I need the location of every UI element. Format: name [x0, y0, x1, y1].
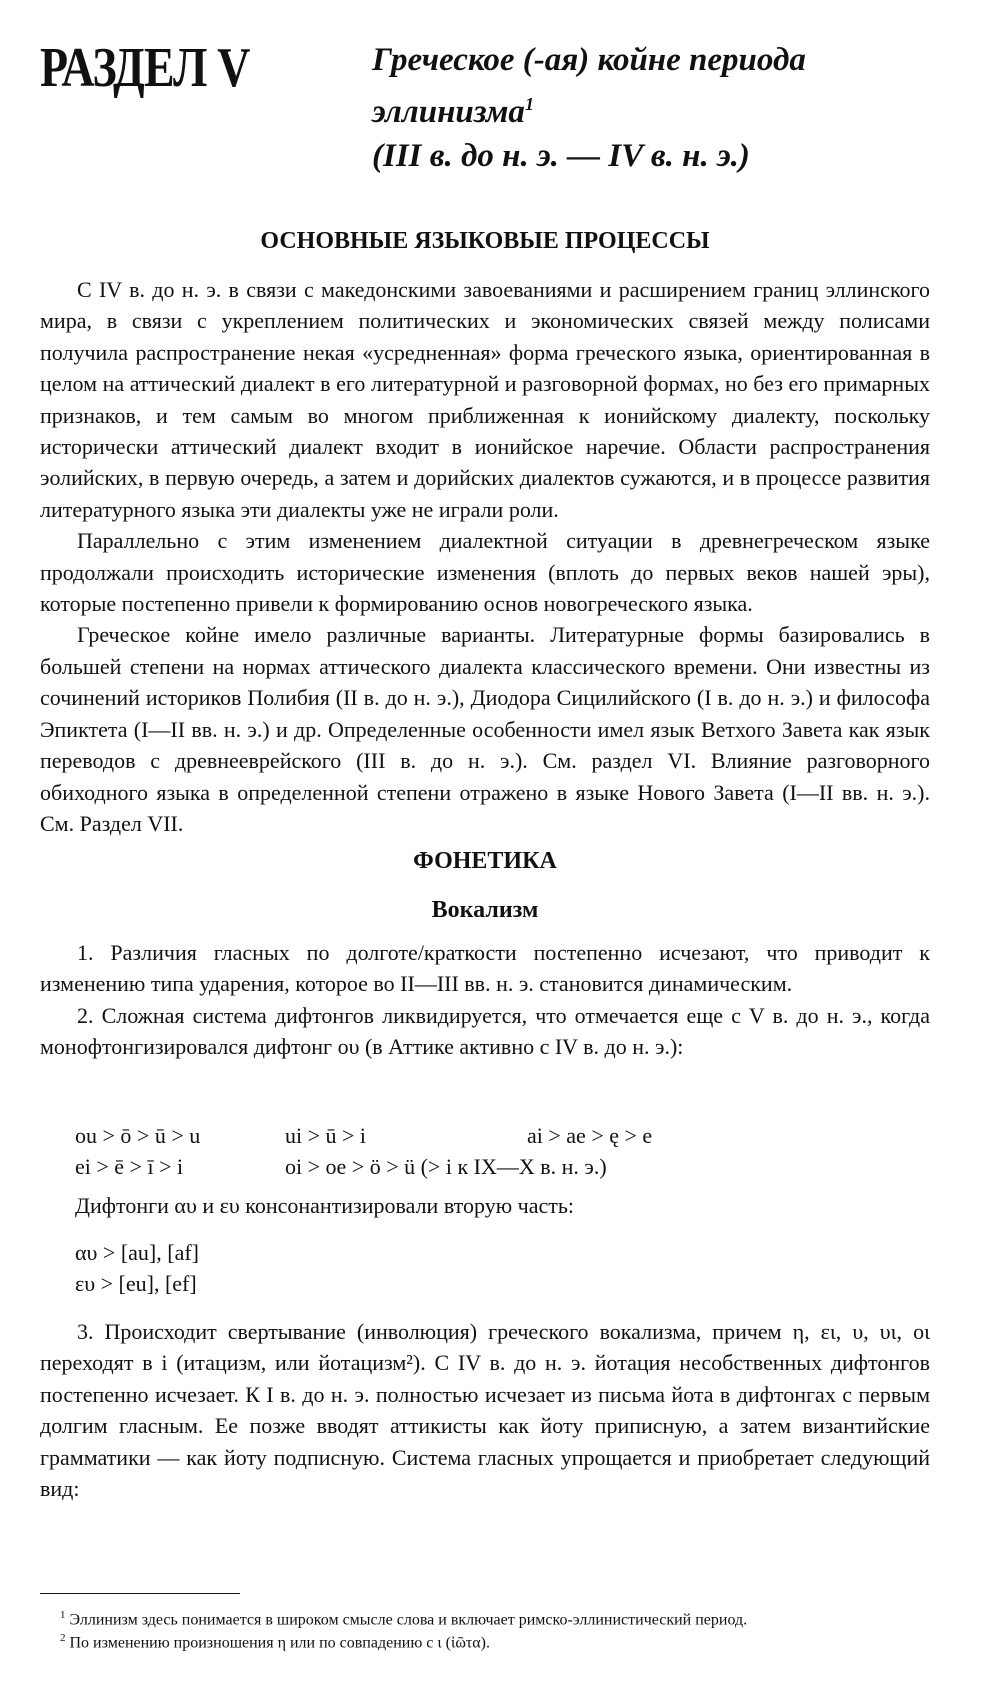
table-cell: ei > ē > ī > i [75, 1154, 184, 1179]
footnote-divider [40, 1593, 240, 1594]
intro-text [40, 274, 930, 839]
table-cell: ai > ae > ę > e [527, 1123, 653, 1148]
table-cell: ui > ū > i [285, 1123, 367, 1148]
diphthong-row: ευ > [eu], [ef] [75, 1271, 197, 1296]
point-3 [40, 1316, 930, 1504]
paragraph: С IV в. до н. э. в связи с македонскими завоеваниями и расширением границ эллинского мира, в связи с укреплением политических и экономических связей между полисами получила распространение некая «усредненная» форма греческого языка, ориентированная в целом на аттический диалект в его литературной и разговорной формах, но без его примарных признаков, и тем самым во многом приближенная к ионийскому диалекту, поскольку исторически аттический диалект входит в ионийское наречие. Области распространения эолийских, в первую очередь, а затем и дорийских диалектов сужаются, и в процессе развития литературного языка эти диалекты уже не играли роли. [40, 277, 930, 522]
paragraph: Параллельно с этим изменением диалектной ситуации в древнегреческом языке продолжали происходить исторические изменения (вплоть до первых веков нашей эры), которые постепенно привели к формированию основ новогреческого языка. [40, 528, 930, 617]
section-label: РАЗДЕЛ V [40, 37, 250, 99]
diphthong-note: Дифтонги αυ и ευ консонантизировали вторую часть: [75, 1193, 574, 1218]
vocalism-points [40, 937, 930, 1063]
paragraph: 3. Происходит свертывание (инволюция) греческого вокализма, причем η, ει, υ, υι, οι переходят в i (итацизм, или йотацизм²). С IV в. до н. э. йотация несобственных дифтонгов постепенно исчезает. К I в. до н. э. полностью исчезает из письма йота в дифтонгах с первым долгим гласным. Ее позже вводят аттикисты как йоту приписную, а затем византийские грамматики — как йоту подписную. Система гласных упрощается и приобретает следующий вид: [40, 1319, 930, 1502]
diphthong-row: αυ > [au], [af] [75, 1240, 199, 1265]
paragraph: 2. Сложная система дифтонгов ликвидируется, что отмечается еще с V в. до н. э., когда монофтонгизировался дифтонг ου (в Аттике активно с IV в. до н. э.): [40, 1002, 930, 1060]
footnote-1: $^1$ Эллинизм здесь понимается в широком смысле слова и включает римско-эллинистический период. [60, 1609, 748, 1629]
section-title [372, 38, 972, 178]
table-cell: oi > oe > ö > ü (> i к IX—X в. н. э.) [285, 1154, 607, 1179]
heading-vocalism: Вокализм [431, 897, 539, 923]
heading-processes: ОСНОВНЫЕ ЯЗЫКОВЫЕ ПРОЦЕССЫ [260, 228, 710, 254]
paragraph: 1. Различия гласных по долготе/краткости постепенно исчезают, что приводит к изменению типа ударения, которое во II—III вв. н. э. становится динамическим. [40, 940, 930, 997]
paragraph: Греческое койне имело различные варианты. Литературные формы базировались в большей степени на нормах аттического диалекта классического времени. Они известны из сочинений историков Полибия (II в. до н. э.), Диодора Сицилийского (I в. до н. э.) и философа Эпиктета (I—II вв. н. э.) и др. Определенные особенности имел язык Ветхого Завета как язык переводов с древнееврейского (III в. до н. э.). См. раздел VI. Влияние разговорного обиходного языка в определенной степени отражено в языке Нового Завета (I—II вв. н. э.). См. Раздел VII. [40, 622, 930, 836]
footnote-2: $^2$ По изменению произношения η или по совпадению с ι (ἰῶτα). [60, 1632, 490, 1652]
heading-phonetics: ФОНЕТИКА [413, 848, 557, 874]
footnote-ref-1: 1 [524, 94, 534, 114]
table-cell: ou > ō > ū > u [75, 1123, 201, 1148]
section-title-line1: Греческое (-ая) койне периода эллинизма$^1$ [372, 42, 806, 130]
section-title-line2: (III в. до н. э. — IV в. н. э.) [372, 138, 750, 174]
